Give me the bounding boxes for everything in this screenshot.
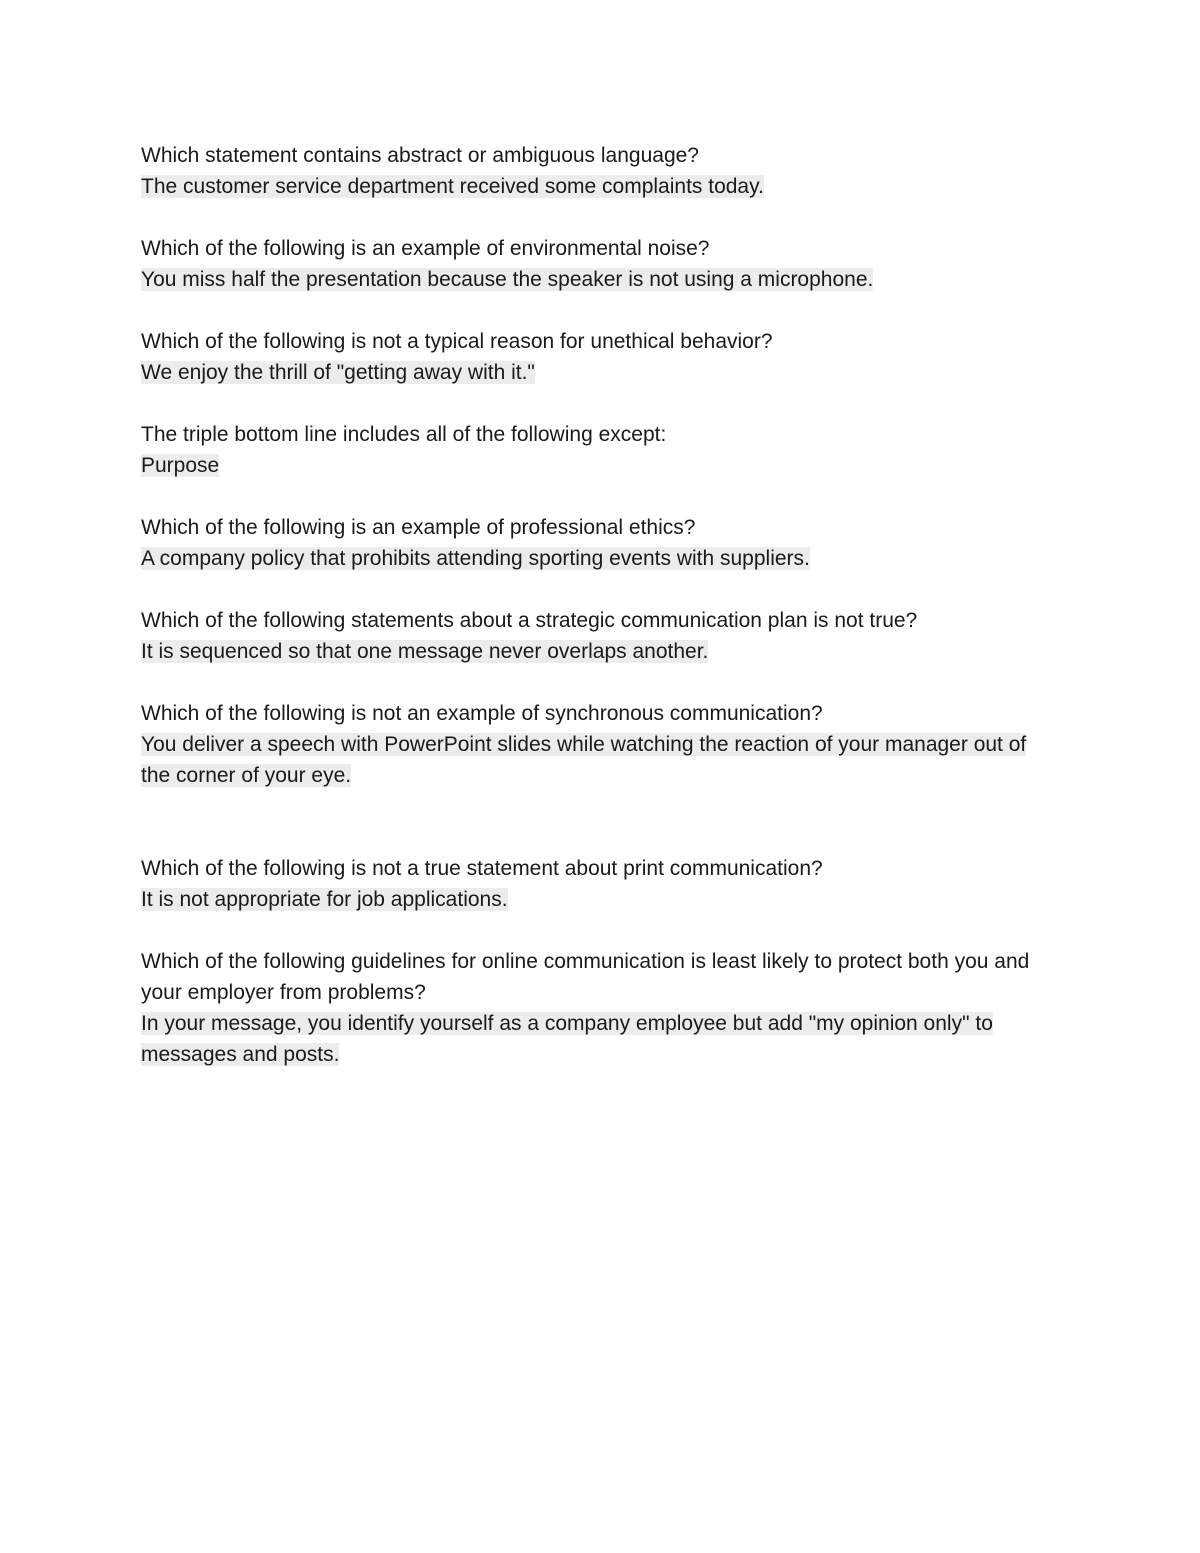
question-text: Which of the following is not a typical reason for unethical behavior? [141, 330, 773, 353]
qa-item [141, 419, 1061, 481]
question-text: The triple bottom line includes all of the following except: [141, 423, 667, 446]
qa-item [141, 326, 1061, 388]
qa-item [141, 946, 1061, 1070]
answer-text [141, 357, 1061, 388]
answer-text [141, 729, 1061, 791]
qa-item [141, 853, 1061, 915]
answer-highlight: Purpose [141, 454, 220, 477]
qa-item [141, 698, 1061, 791]
answer-text [141, 884, 1061, 915]
qa-item [141, 605, 1061, 667]
question-text: Which of the following guidelines for online communication is least likely to protect both you and your employer from problems? [141, 950, 1030, 1004]
answer-highlight: You deliver a speech with PowerPoint slides while watching the reaction of your manager out of the corner of your eye. [141, 733, 1027, 787]
answer-highlight: In your message, you identify yourself as a company employee but add "my opinion only" to messages and posts. [141, 1012, 993, 1066]
qa-item [141, 233, 1061, 295]
answer-highlight: You miss half the presentation because the speaker is not using a microphone. [141, 268, 874, 291]
answer-highlight: It is sequenced so that one message never overlaps another. [141, 640, 709, 663]
answer-highlight: A company policy that prohibits attending sporting events with suppliers. [141, 547, 810, 570]
question-text: Which statement contains abstract or ambiguous language? [141, 144, 699, 167]
question-text: Which of the following is not an example of synchronous communication? [141, 702, 823, 725]
answer-text [141, 450, 1061, 481]
qa-list [141, 140, 1061, 1101]
answer-highlight: It is not appropriate for job applications. [141, 888, 508, 911]
answer-text [141, 264, 1061, 295]
question-text: Which of the following is an example of professional ethics? [141, 516, 696, 539]
question-text: Which of the following is not a true statement about print communication? [141, 857, 823, 880]
answer-text [141, 171, 1061, 202]
question-text: Which of the following is an example of environmental noise? [141, 237, 710, 260]
qa-item [141, 140, 1061, 202]
answer-text [141, 1008, 1061, 1070]
question-text: Which of the following statements about a strategic communication plan is not true? [141, 609, 918, 632]
answer-highlight: We enjoy the thrill of "getting away with it." [141, 361, 535, 384]
answer-text [141, 636, 1061, 667]
qa-item [141, 512, 1061, 574]
answer-text [141, 543, 1061, 574]
answer-highlight: The customer service department received some complaints today. [141, 175, 764, 198]
